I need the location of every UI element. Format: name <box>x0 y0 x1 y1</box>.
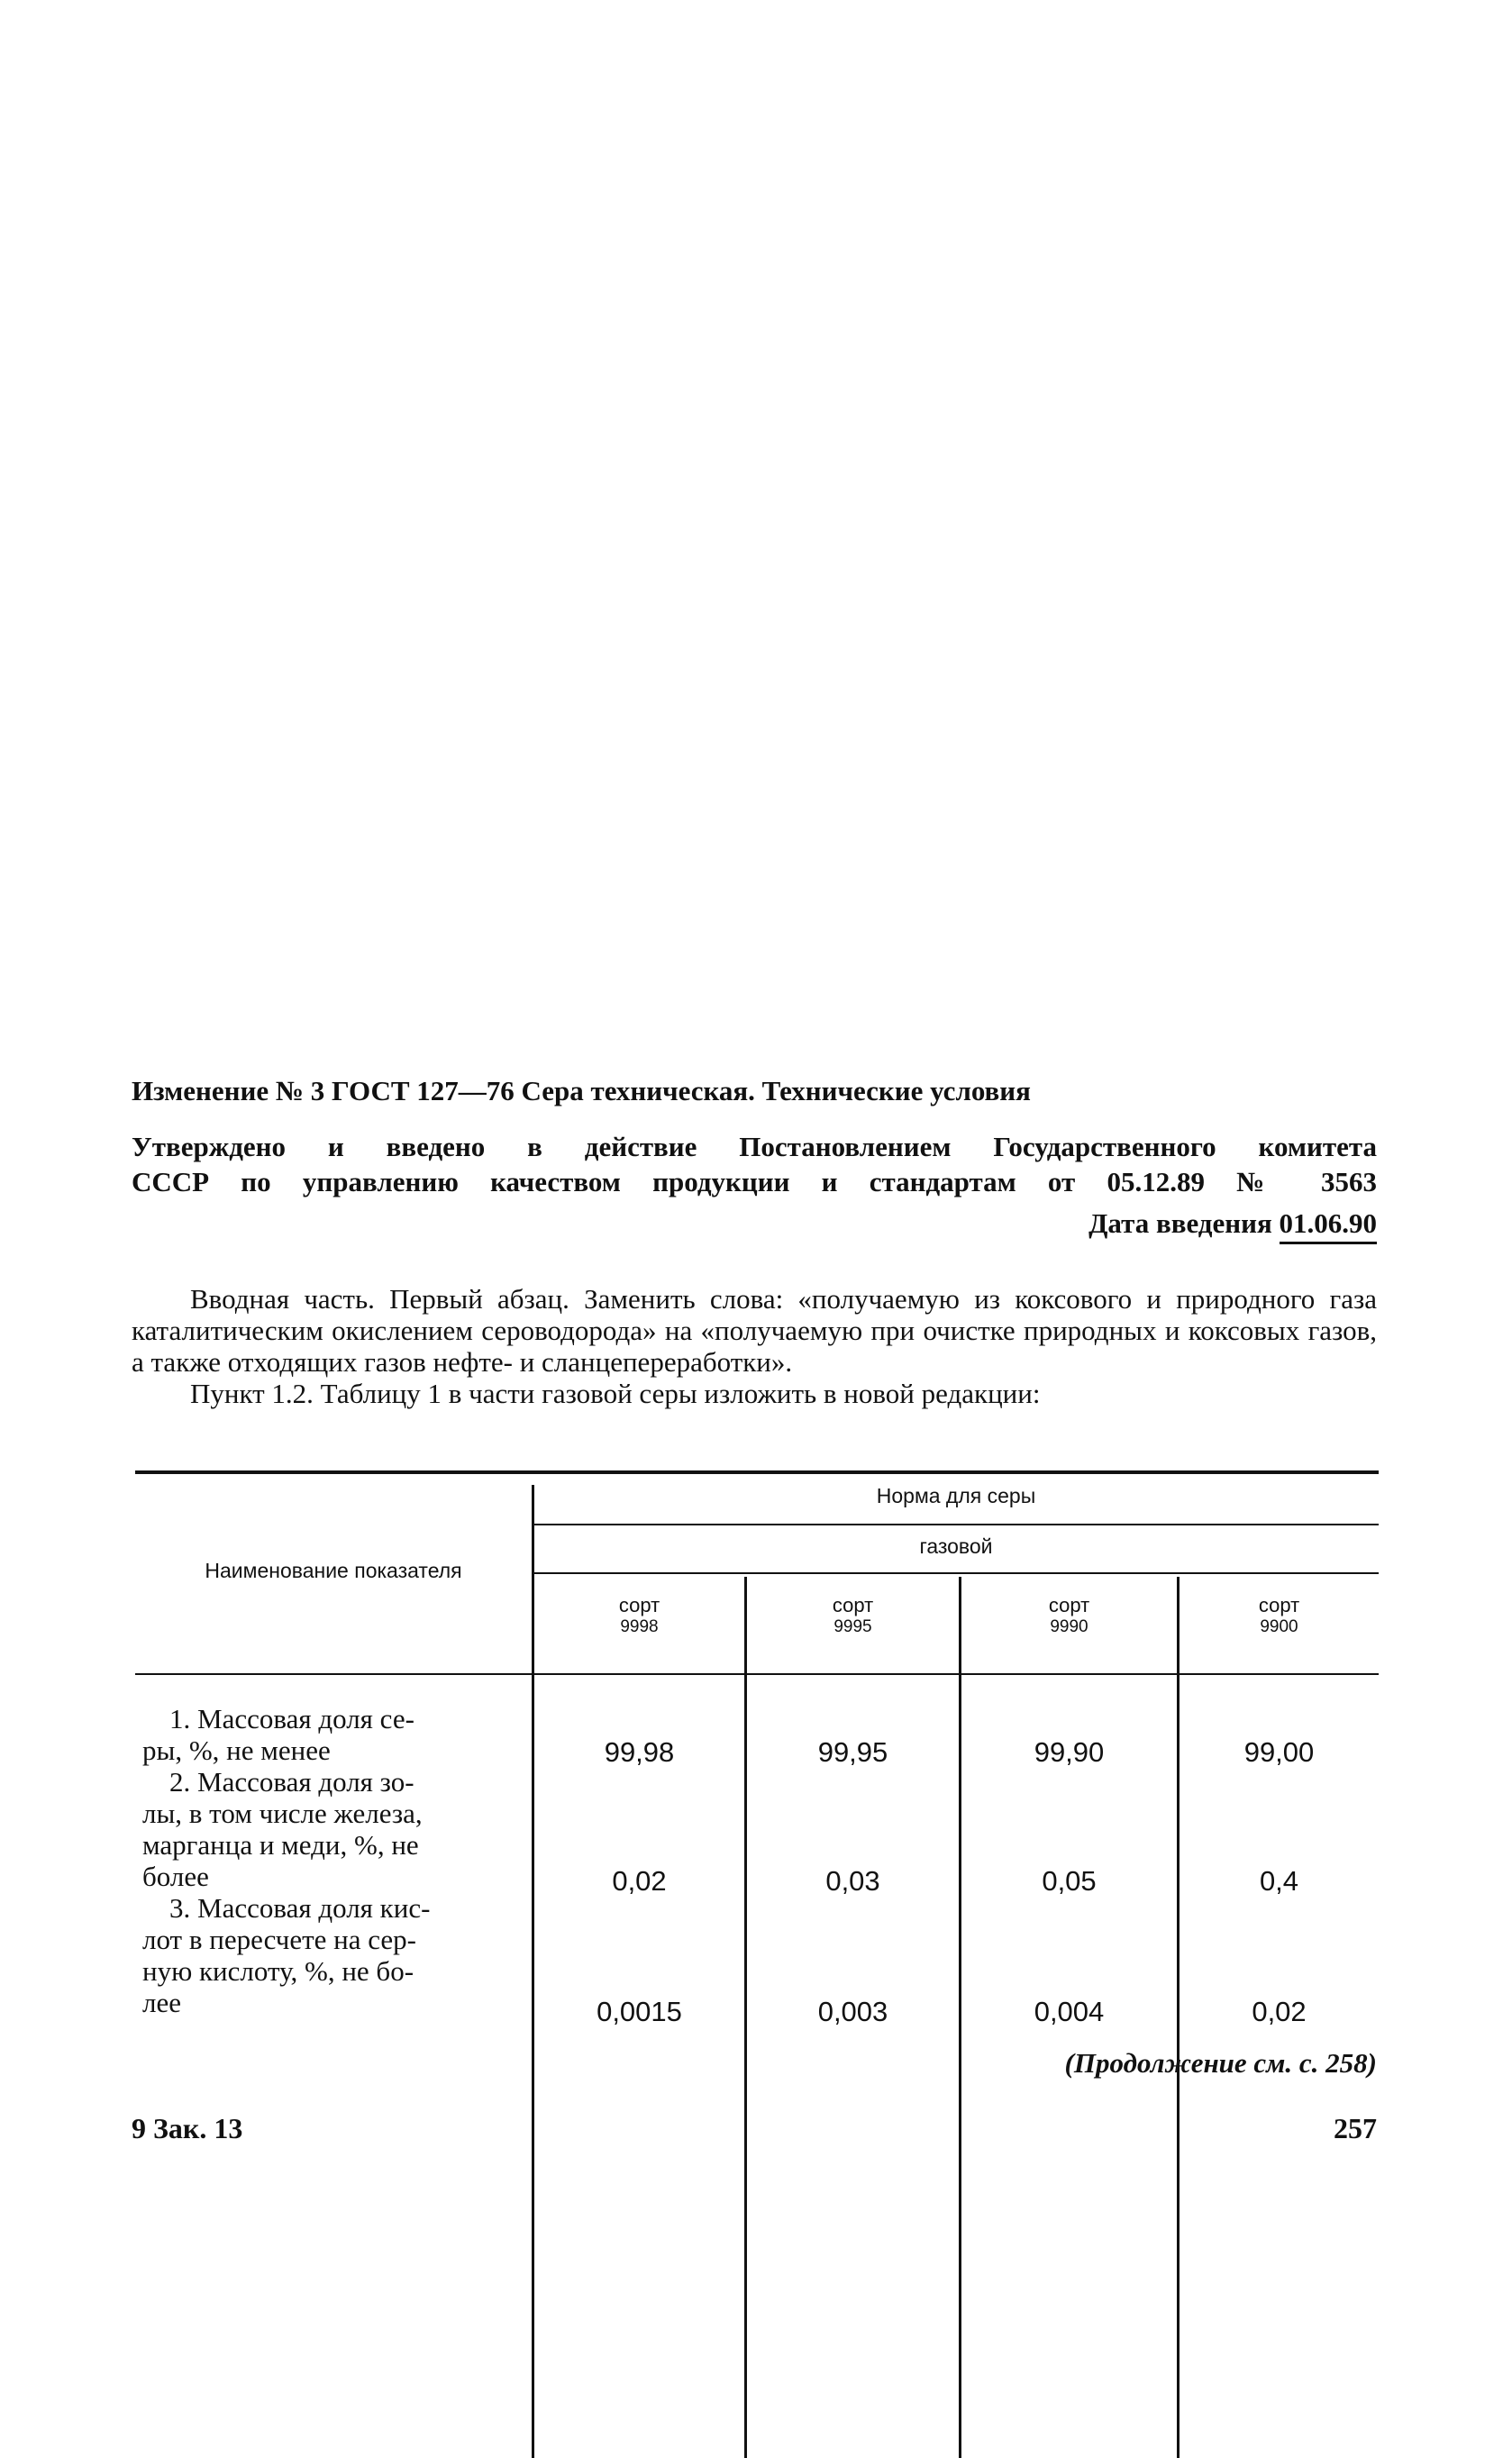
sort-number: 9998 <box>620 1617 659 1636</box>
row-label-line: лее <box>142 1987 181 2018</box>
table-cell: 0,03 <box>825 1865 880 1897</box>
sort-number: 9995 <box>833 1617 872 1636</box>
table-header-bottom-rule <box>135 1673 1379 1675</box>
row-label-line: 1. Массовая доля се- <box>169 1703 414 1734</box>
approval-line: СССР по управлению качеством продукции и стандартам от 05.12.89 № 3563 <box>132 1166 1377 1197</box>
table-cell: 99,98 <box>604 1736 675 1768</box>
paragraph: Пункт 1.2. Таблицу 1 в части газовой серы изложить в новой редакции: <box>190 1378 1041 1409</box>
sort-header <box>534 1595 744 1638</box>
sort-header <box>1180 1595 1379 1638</box>
row-label-line: ную кислоту, %, не бо- <box>142 1955 414 1987</box>
row-label-line: лот в пересчете на сер- <box>142 1924 416 1955</box>
row-label-line: ры, %, не менее <box>142 1734 331 1766</box>
table-cell: 0,004 <box>1034 1996 1105 2027</box>
row-label-line: 3. Массовая доля кис- <box>169 1892 431 1924</box>
table-rule <box>533 1524 1379 1525</box>
norm-header: Норма для серы <box>876 1484 1036 1507</box>
table-row-label <box>142 1892 521 2018</box>
sort-word: сорт <box>1048 1594 1090 1616</box>
table-row-label <box>142 1703 521 1766</box>
body-text <box>132 1283 1377 1409</box>
introduction-date <box>1088 1207 1377 1244</box>
date-label: Дата введения <box>1088 1207 1272 1239</box>
table-cell: 0,0015 <box>597 1996 682 2027</box>
sort-header <box>961 1595 1177 1638</box>
gas-header: газовой <box>919 1534 993 1558</box>
approval-text <box>132 1129 1377 1199</box>
document-title: Изменение № 3 ГОСТ 127—76 Сера техническая. Технические условия <box>132 1075 1031 1106</box>
table-cell: 0,4 <box>1259 1865 1299 1897</box>
sort-word: сорт <box>832 1594 874 1616</box>
table-rule <box>533 1572 1379 1574</box>
row-label-line: более <box>142 1861 209 1892</box>
sort-word: сорт <box>1258 1594 1300 1616</box>
sort-header <box>747 1595 959 1638</box>
date-value: 01.06.90 <box>1280 1207 1378 1244</box>
table-cell: 99,00 <box>1243 1736 1315 1768</box>
page-number: 257 <box>1334 2112 1377 2144</box>
sort-number: 9900 <box>1260 1617 1298 1636</box>
table-cell: 0,05 <box>1042 1865 1097 1897</box>
sort-number: 9990 <box>1050 1617 1088 1636</box>
table-cell: 99,95 <box>817 1736 888 1768</box>
table-row-label <box>142 1766 521 1892</box>
column-header-name: Наименование показателя <box>205 1559 462 1582</box>
row-label-line: лы, в том числе железа, <box>142 1798 423 1829</box>
table-cell: 0,003 <box>817 1996 888 2027</box>
table-top-rule <box>135 1470 1379 1474</box>
footer-order: 9 Зак. 13 <box>132 2112 243 2144</box>
sort-word: сорт <box>618 1594 660 1616</box>
row-label-line: 2. Массовая доля зо- <box>169 1766 414 1798</box>
row-label-line: марганца и меди, %, не <box>142 1829 419 1861</box>
table-cell: 99,90 <box>1034 1736 1105 1768</box>
table-cell: 0,02 <box>612 1865 667 1897</box>
approval-line: Утверждено и введено в действие Постановлением Государственного комитета <box>132 1131 1377 1162</box>
paragraph: Вводная часть. Первый абзац. Заменить слова: «получаемую из коксового и природного газа каталитическим окислением сероводорода» на «получаемую при очистке природных и коксовых газов, а также отходящих газов нефте- и сланцепереработки». <box>132 1283 1377 1378</box>
continuation-note: (Продолжение см. с. 258) <box>1064 2047 1377 2079</box>
table-cell: 0,02 <box>1252 1996 1307 2027</box>
